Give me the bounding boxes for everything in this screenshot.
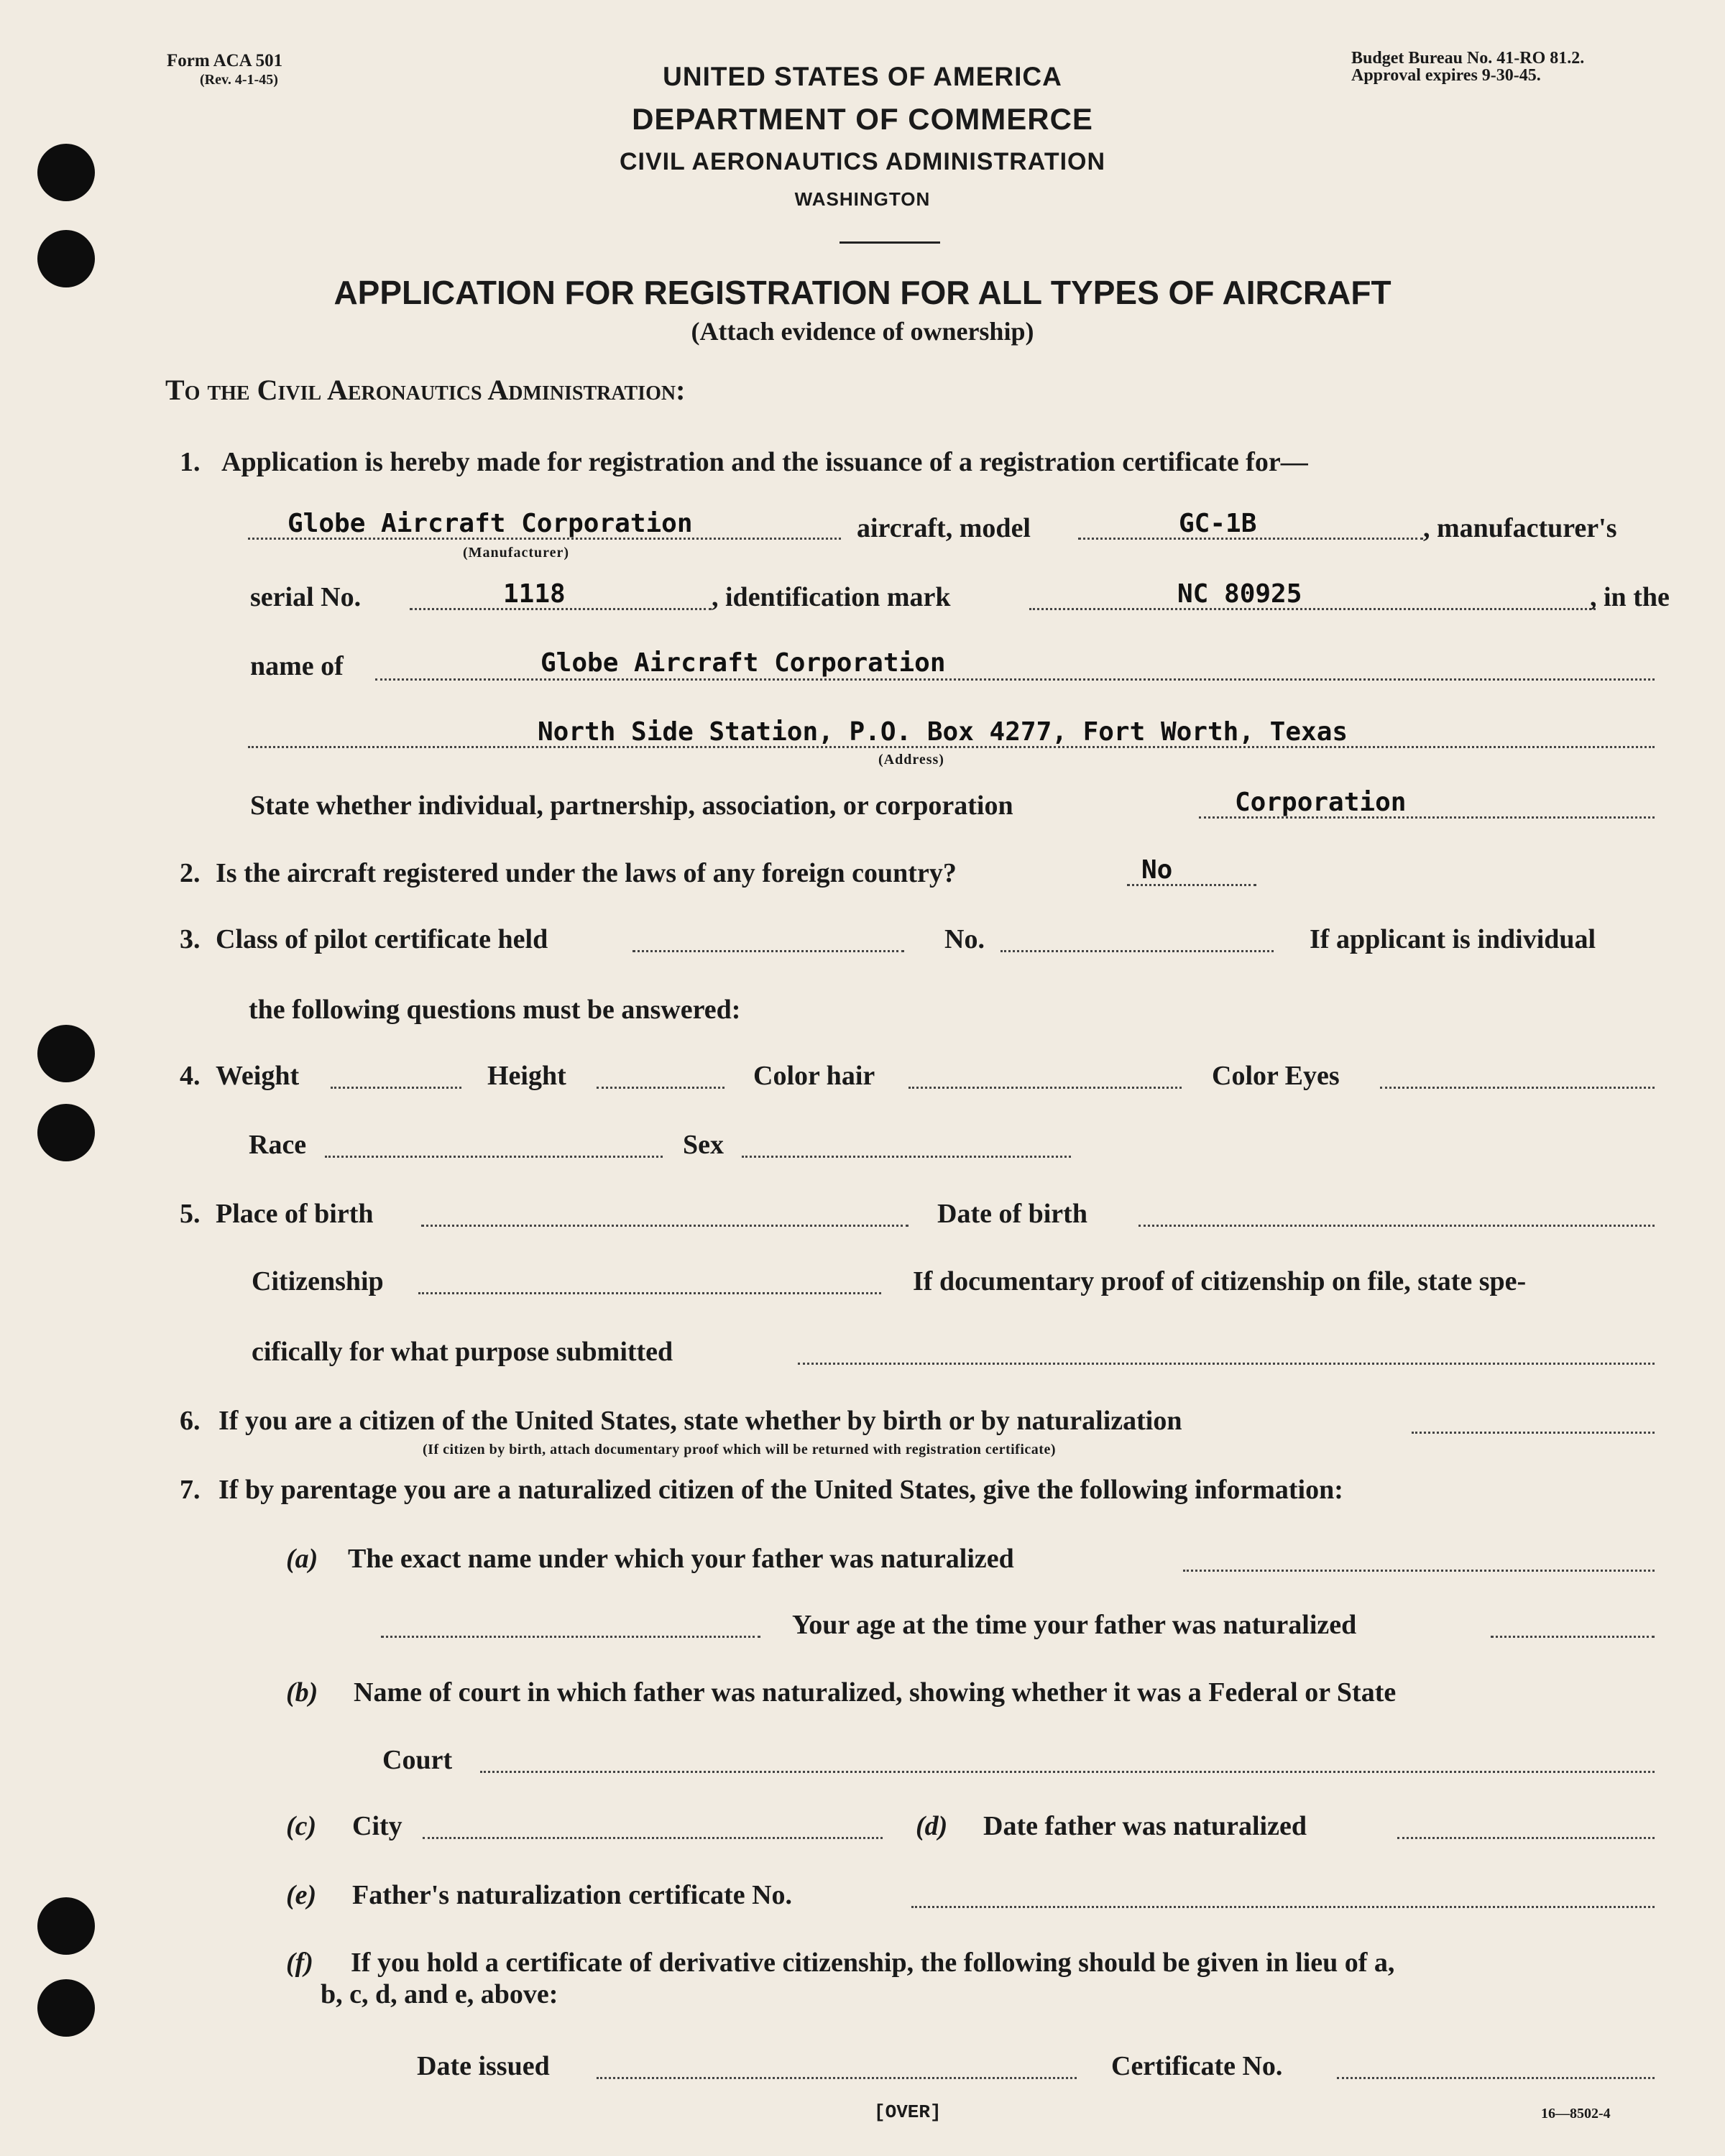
color-hair-label: Color hair [753, 1061, 875, 1091]
citizenship-field[interactable] [418, 1292, 881, 1294]
punch-hole-6 [37, 1979, 95, 2037]
q6-note: (If citizen by birth, attach documentary proof which will be returned with registration certificate) [423, 1442, 1056, 1457]
model-value: GC-1B [1179, 509, 1257, 538]
certificate-no-label: Certificate No. [1111, 2051, 1283, 2081]
date-issued-field[interactable] [597, 2077, 1077, 2079]
sex-field[interactable] [742, 1156, 1071, 1158]
q7d-letter: (d) [916, 1811, 948, 1841]
entity-type-label: State whether individual, partnership, association, or corporation [250, 791, 1013, 821]
header-administration: CIVIL AERONAUTICS ADMINISTRATION [619, 148, 1106, 175]
q7f-text: If you hold a certificate of derivative citizenship, the following should be given in lieu of a, [351, 1948, 1395, 1978]
place-of-birth-field[interactable] [421, 1225, 908, 1227]
place-of-birth-label: Place of birth [216, 1199, 374, 1229]
header-department: DEPARTMENT OF COMMERCE [632, 102, 1093, 136]
pilot-certificate-field[interactable] [632, 950, 904, 952]
q1-number: 1. [180, 447, 201, 477]
q4-number: 4. [180, 1061, 201, 1091]
identification-mark-label: , identification mark [712, 582, 951, 612]
individual-note: If applicant is individual [1310, 924, 1596, 954]
address-caption: (Address) [878, 752, 944, 768]
identification-mark-field[interactable] [1029, 608, 1596, 610]
city-label: City [352, 1811, 402, 1841]
identification-mark-value: NC 80925 [1177, 579, 1302, 609]
date-naturalized-field[interactable] [1397, 1837, 1655, 1839]
sex-label: Sex [683, 1130, 724, 1160]
pilot-certificate-no-label: No. [944, 924, 985, 954]
q7f-text-continued: b, c, d, and e, above: [321, 1979, 558, 2009]
q6-number: 6. [180, 1406, 201, 1436]
header-divider [840, 241, 940, 244]
aircraft-model-label: aircraft, model [857, 513, 1031, 543]
budget-bureau-number: Budget Bureau No. 41-RO 81.2. [1351, 49, 1585, 68]
q7b-letter: (b) [286, 1677, 318, 1708]
age-at-naturalization-label: Your age at the time your father was naturalized [792, 1610, 1357, 1640]
date-naturalized-label: Date father was naturalized [983, 1811, 1307, 1841]
q7-text: If by parentage you are a naturalized citizen of the United States, give the following information: [218, 1475, 1343, 1505]
q7f-letter: (f) [286, 1948, 313, 1978]
address-value: North Side Station, P.O. Box 4277, Fort Worth, Texas [538, 717, 1348, 747]
page-subtitle: (Attach evidence of ownership) [691, 317, 1034, 346]
name-value: Globe Aircraft Corporation [540, 648, 946, 678]
header-city: WASHINGTON [794, 188, 931, 210]
q1-text: Application is hereby made for registration and the issuance of a registration certificate for— [221, 447, 1308, 477]
q2-number: 2. [180, 858, 201, 888]
color-hair-field[interactable] [908, 1087, 1182, 1089]
punch-hole-3 [37, 1025, 95, 1082]
q7b-text: Name of court in which father was naturalized, showing whether it was a Federal or State [354, 1677, 1397, 1708]
name-field[interactable] [375, 678, 1655, 681]
punch-hole-5 [37, 1897, 95, 1955]
father-certificate-field[interactable] [911, 1906, 1655, 1908]
page-title: APPLICATION FOR REGISTRATION FOR ALL TYPES OF AIRCRAFT [334, 274, 1392, 311]
purpose-field[interactable] [798, 1363, 1655, 1365]
questions-note: the following questions must be answered: [249, 995, 741, 1025]
court-field[interactable] [480, 1771, 1655, 1773]
name-of-label: name of [250, 651, 344, 681]
birth-or-naturalization-field[interactable] [1412, 1432, 1655, 1434]
weight-field[interactable] [331, 1087, 461, 1089]
over-marker: [OVER] [874, 2101, 942, 2123]
purpose-label: cifically for what purpose submitted [252, 1337, 673, 1367]
date-of-birth-label: Date of birth [937, 1199, 1087, 1229]
manufacturer-value: Globe Aircraft Corporation [288, 509, 693, 538]
form-print-code: 16—8502-4 [1541, 2106, 1611, 2122]
q2-text: Is the aircraft registered under the laws of any foreign country? [216, 858, 957, 888]
citizenship-label: Citizenship [252, 1266, 384, 1296]
father-name-field[interactable] [1183, 1570, 1655, 1572]
pilot-certificate-no-field[interactable] [1000, 950, 1274, 952]
q5-number: 5. [180, 1199, 201, 1229]
race-label: Race [249, 1130, 307, 1160]
form-id: Form ACA 501 [167, 51, 283, 70]
age-at-naturalization-field[interactable] [1491, 1636, 1655, 1638]
form-rev: (Rev. 4-1-45) [200, 72, 278, 88]
q6-text: If you are a citizen of the United States, state whether by birth or by naturalization [218, 1406, 1182, 1436]
city-field[interactable] [423, 1837, 883, 1839]
salutation: To the Civil Aeronautics Administration: [165, 374, 686, 406]
date-issued-label: Date issued [417, 2051, 550, 2081]
color-eyes-label: Color Eyes [1212, 1061, 1340, 1091]
in-the-label: , in the [1590, 582, 1670, 612]
height-field[interactable] [597, 1087, 724, 1089]
header-country: UNITED STATES OF AMERICA [663, 62, 1062, 91]
certificate-no-field[interactable] [1337, 2077, 1655, 2079]
manufacturers-label: , manufacturer's [1423, 513, 1617, 543]
q7c-letter: (c) [286, 1811, 317, 1841]
pilot-certificate-label: Class of pilot certificate held [216, 924, 548, 954]
court-label: Court [382, 1745, 453, 1775]
q7a-text: The exact name under which your father was naturalized [348, 1544, 1014, 1574]
race-field[interactable] [325, 1156, 663, 1158]
manufacturer-caption: (Manufacturer) [463, 545, 570, 561]
entity-type-value: Corporation [1235, 788, 1407, 817]
q7-number: 7. [180, 1475, 201, 1505]
weight-label: Weight [216, 1061, 300, 1091]
q7e-letter: (e) [286, 1880, 317, 1910]
approval-expires: Approval expires 9-30-45. [1351, 66, 1541, 85]
punch-hole-4 [37, 1104, 95, 1161]
father-name-field-continued[interactable] [381, 1636, 760, 1638]
q7a-letter: (a) [286, 1544, 318, 1574]
serial-label: serial No. [250, 582, 362, 612]
height-label: Height [487, 1061, 566, 1091]
foreign-registration-value: No [1141, 855, 1173, 885]
color-eyes-field[interactable] [1380, 1087, 1655, 1089]
citizenship-proof-text: If documentary proof of citizenship on file, state spe- [913, 1266, 1527, 1296]
date-of-birth-field[interactable] [1138, 1225, 1655, 1227]
father-certificate-label: Father's naturalization certificate No. [352, 1880, 793, 1910]
q3-number: 3. [180, 924, 201, 954]
serial-value: 1118 [503, 579, 566, 609]
